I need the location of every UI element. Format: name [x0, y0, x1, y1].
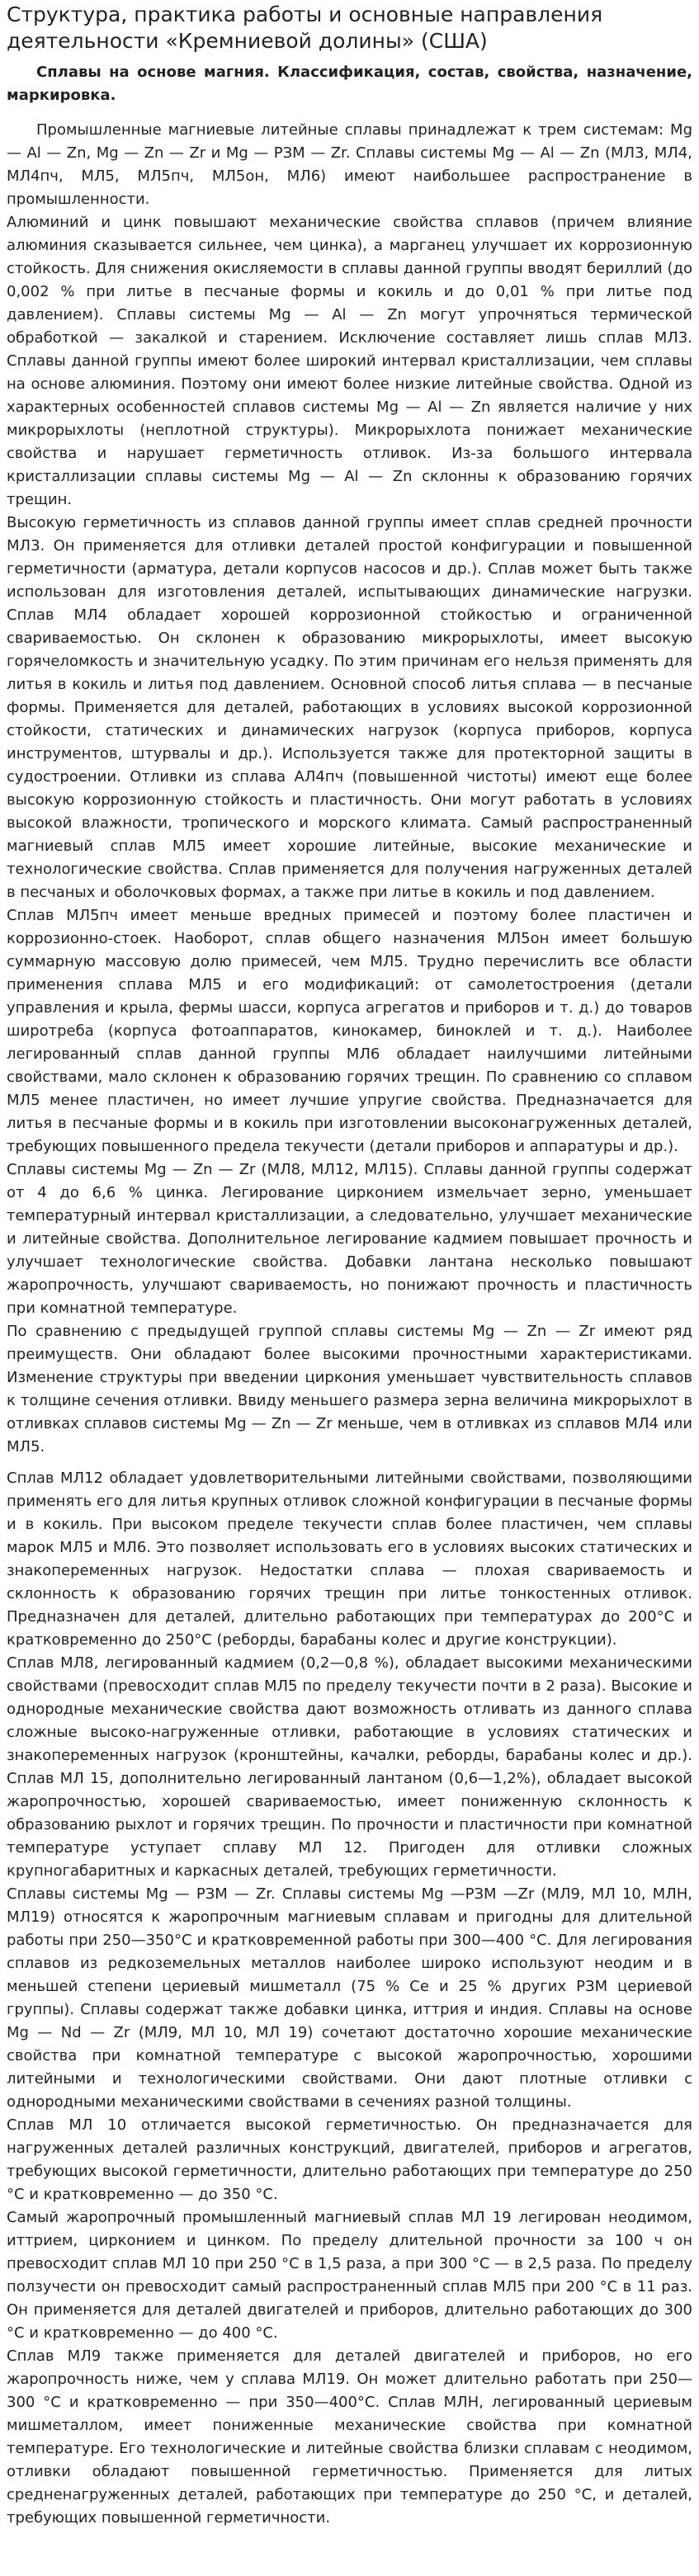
paragraph: Сплав МЛ5пч имеет меньше вредных примесей и поэтому более пластичен и коррозионно-стоек. Наоборот, сплав общего назначения МЛ5он имеет большую суммарную массовую долю примесей, чем МЛ5. Трудно перечислить все области применения сплава МЛ5 и его модификаций: от самолетостроения (детали управления и крыла, фермы шасси, корпуса агрегатов и приборов и т. д.) до товаров широтреба (корпуса фотоаппаратов, кинокамер, биноклей и т. д.). Наиболее легированный сплав данной группы МЛ6 обладает наилучшими литейными свойствами, мало склонен к образованию горячих трещин. По сравнению со сплавом МЛ5 менее пластичен, но имеет лучшие упругие свойства. Предназначается для литья в песчаные формы и в кокиль при изготовлении высоконагруженных деталей, требующих повышенного предела текучести (детали приборов и аппаратуры и др.). — [7, 907, 692, 1155]
paragraph: Алюминий и цинк повышают механические свойства сплавов (причем влияние алюминия сказывается сильнее, чем цинка), а марганец улучшает их коррозионную стойкость. Для снижения окисляемости в сплавы данной группы вводят бериллий (до 0,002 % при литье в песчаные формы и кокиль и до 0,01 % при литье под давлением). Сплавы системы Mg — Al — Zn могут упрочняться термической обработкой — закалкой и старением. Исключение составляет лишь сплав МЛ3. Сплавы данной группы имеют более широкий интервал кристаллизации, чем сплавы на основе алюминия. Поэтому они имеют более низкие литейные свойства. Одной из характерных особенностей сплавов системы Mg — Al — Zn является наличие у них микрорыхлоты (неплотной структуры). Микрорыхлота понижает механические свойства и нарушает герметичность отливок. Из-за большого интервала кристаллизации сплавы системы Mg — Al — Zn склонны к образованию горячих трещин. — [7, 214, 692, 508]
page-title: Структура, практика работы и основные направления деятельности «Кремниевой долины» (США) — [7, 2, 603, 53]
paragraph: Сплавы системы Mg — Zn — Zr (МЛ8, МЛ12, МЛ15). Сплавы данной группы содержат от 4 до 6,6 % цинка. Легирование цирконием измельчает зерно, уменьшает температурный интервал кристаллизации, а следовательно, улучшает механические и литейные свойства. Дополнительное легирование кадмием повышает прочность и улучшает технологические свойства. Добавки лантана несколько повышают жаропрочность, улучшают свариваемость, но понижают прочность и пластичность при комнатной температуре. — [7, 1161, 692, 1317]
paragraph: Сплав МЛ8, легированный кадмием (0,2—0,8 %), обладает высокими механическими свойствами (превосходит сплав МЛ5 по пределу текучести почти в 2 раза). Высокие и однородные механические свойства дают возможность отливать из данного сплава сложные высоко-нагруженные отливки, работающие в условиях статических и знакопеременных нагрузок (кронштейны, качалки, реборды, барабаны колес и др.). Сплав МЛ 15, дополнительно легированный лантаном (0,6—1,2%), обладает высокой жаропрочностью, хорошей свариваемостью, имеет пониженную склонность к образованию рыхлот и горячих трещин. По прочности и пластичности при комнатной температуре уступает сплаву МЛ 12. Пригоден для отливки сложных крупногабаритных и каркасных деталей, требующих герметичности. — [7, 1654, 692, 1880]
paragraph: Сплав МЛ9 также применяется для деталей двигателей и приборов, но его жаропрочность ниже, чем у сплава МЛ19. Он может длительно работать при 250—300 °С и кратковременно — при 350—400°С. Сплав МЛН, легированный цериевым мишметаллом, имеет пониженные механические свойства при комнатной температуре. Его технологические и литейные свойства близки сплавам с неодимом, отливки обладают повышенной герметичностью. Применяется для литых средненагруженных деталей, работающих при температуре до 250 °С, и деталей, требующих повышенной герметичности. — [7, 2347, 692, 2526]
paragraph: Самый жаропрочный промышленный магниевый сплав МЛ 19 легирован неодимом, иттрием, цирконием и цинком. По пределу длительной прочности за 100 ч он превосходит сплав МЛ 10 при 250 °С в 1,5 раза, а при 300 °С — в 2,5 раза. По пределу ползучести он превосходит самый распространенный сплав МЛ5 при 200 °С в 11 раз. Он применяется для деталей двигателей и приборов, длительно работающих до 300 °С и кратковременно — до 400 °С. — [7, 2209, 692, 2342]
paragraph: Сплав МЛ12 обладает удовлетворительными литейными свойствами, позволяющими применять его для литья крупных отливок сложной конфигурации в песчаные формы и в кокиль. При высоком пределе текучести сплав более пластичен, чем сплавы марок МЛ5 и МЛ6. Это позволяет использовать его в условиях высоких статических и знакопеременных нагрузок. Недостатки сплава — плохая свариваемость и склонность к образованию горячих трещин при литье тонкостенных отливок. Предназначен для деталей, длительно работающих при температурах до 200°С и кратковременно до 250°С (реборды, барабаны колес и другие конструкции). — [7, 1470, 692, 1649]
paragraph: Высокую герметичность из сплавов данной группы имеет сплав средней прочности МЛ3. Он применяется для отливки деталей простой конфигурации и повышенной герметичности (арматура, детали корпусов насосов и др.). Сплав может быть также использован для изготовления деталей, испытывающих динамические нагрузки. Сплав МЛ4 обладает хорошей коррозионной стойкостью и ограниченной свариваемостью. Он склонен к образованию микрорыхлоты, имеет высокую горячеломкость и значительную усадку. По этим причинам его нельзя применять для литья в кокиль и литья под давлением. Основной способ литья сплава — в песчаные формы. Применяется для деталей, работающих в условиях высокой коррозионной стойкости, статических и динамических нагрузок (корпуса приборов, корпуса инструментов, штурвалы и др.). Используется также для протекторной защиты в судостроении. Отливки из сплава АЛ4пч (повышенной чистоты) имеют еще более высокую коррозионную стойкость и пластичность. Они могут работать в условиях высокой влажности, тропического и морского климата. Самый распространенный магниевый сплав МЛ5 имеет хорошие литейные, высокие механические и технологические свойства. Сплав применяется для получения нагруженных деталей в песчаных и оболочковых формах, а также при литье в кокиль и под давлением. — [7, 514, 692, 901]
section-subtitle: Сплавы на основе магния. Классификация, состав, свойства, назначение, маркировка. — [7, 64, 692, 104]
paragraph: По сравнению с предыдущей группой сплавы системы Mg — Zn — Zr имеют ряд преимуществ. Они обладают более высокими прочностными характеристиками. Изменение структуры при введении циркония уменьшает чувствительность сплавов к толщине сечения отливки. Ввиду меньшего размера зерна величина микрорыхлот в отливках сплавов системы Mg — Zn — Zr меньше, чем в отливках из сплавов МЛ4 или МЛ5. — [7, 1323, 692, 1455]
paragraph-intro: Промышленные магниевые литейные сплавы принадлежат к трем системам: Mg — Al — Zn, Mg — Zn — Zr и Mg — РЗМ — Zr. Сплавы системы Mg — Al — Zn (МЛ3, МЛ4, МЛ4пч, МЛ5, МЛ5пч, МЛ5он, МЛ6) имеют наибольшее распространение в промышленности. — [7, 121, 692, 208]
paragraph: Сплавы системы Mg — РЗМ — Zr. Сплавы системы Mg —РЗМ —Zr (МЛ9, МЛ 10, МЛН, МЛ19) относятся к жаропрочным магниевым сплавам и пригодны для длительной работы при 250—350°С и кратковременной работы при 300—400 °С. Для легирования сплавов из редкоземельных металлов наиболее широко используют неодим и в меньшей степени цериевый мишметалл (75 % Се и 25 % других РЗМ цериевой группы). Сплавы содержат также добавки цинка, иттрия и индия. Сплавы на основе Mg — Nd — Zr (МЛ9, МЛ 10, МЛ 19) сочетают достаточно хорошие механические свойства при комнатной температуре с высокой жаропрочностью, хорошими литейными и технологическими свойствами. Они дают плотные отливки с однородными механическими свойствами в сечениях разной толщины. — [7, 1885, 692, 2111]
paragraph: Сплав МЛ 10 отличается высокой герметичностью. Он предназначается для нагруженных деталей различных конструкций, двигателей, приборов и агрегатов, требующих высокой герметичности, длительно работающих при температуре до 250 °С и кратковременно — до 350 °С. — [7, 2116, 692, 2203]
